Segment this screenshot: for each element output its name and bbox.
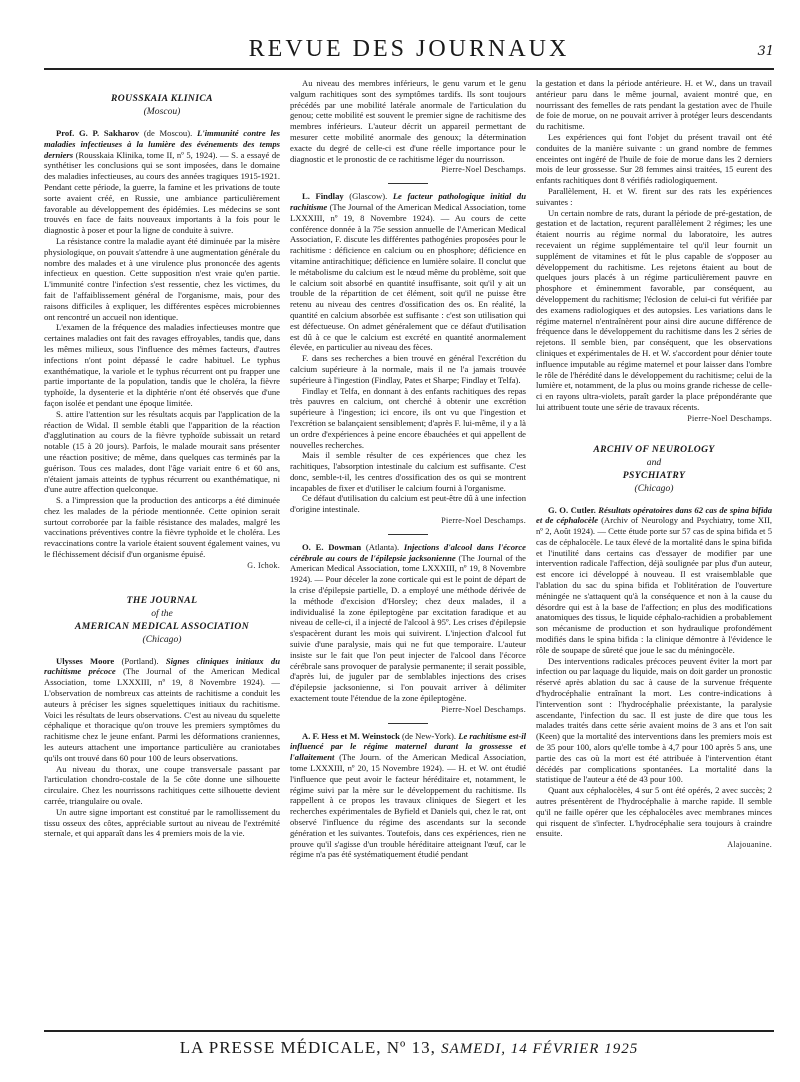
page-number: 31 (757, 44, 774, 59)
article-place: (Portland). (114, 655, 166, 666)
footer-date: SAMEDI, 14 FÉVRIER 1925 (441, 1041, 639, 1057)
article-author: A. F. Hess et M. Weinstock (302, 730, 400, 741)
article-sakharov (44, 128, 280, 236)
section-heading-rousskaia (44, 92, 280, 118)
article-body: (Rousskaia Klinika, tome II, nº 5, 1924). — S. a essayé de synthétiser les conclusions qui se sont imposées, dans le domaine des maladies infectieuses, au cours des années tragiques 1915-1921. Pendant cette période, la guerre, la famine et les privations de toute sorte avaient créé, en Russie, une ambiance particulièrement favorable au développement des épidémies. Les médecins se sont trouvés en face de faits nouveaux importants à la fois pour le diagnostic à poser et pour la ligne de conduite à suivre. (44, 149, 280, 236)
article-title: Le rachitisme est-il influencé par le régime maternel durant la grossesse et l'allaitement (290, 730, 526, 763)
journal-name-line1: ARCHIV OF NEUROLOGY (593, 443, 715, 455)
signature: Alajouanine. (727, 840, 772, 850)
article-hess-weinstock (290, 731, 526, 861)
divider (388, 183, 428, 184)
article-body: (The Journal of the American Medical Association, tome LXXXIII, nº 19, 8 Novembre 1924). — Au cours de cette conférence donnée à la 75e session annuelle de l'American Medical Association, F. discute les différentes pathogénies proposées pour le rachitisme : déficience en calcium ou en phosphore; déficience en vitamine antirachitique; déficience en lumière solaire. Il conclut que le métabolisme du calcium est le nœud même du problème, soit que le calcium soit absorbé en quantité insuffisante, soit qu'il y ait un trouble de la répartition de cet élément, soit qu'il ne puisse être retenu au niveau des centres d'ossification des os. En réalité, la quantité en calcium absorbée est suffisante : c'est son utilisation qui est défectueuse. On admet généralement que ce défaut d'utilisation est dû à ce que le calcium est excrété en quantité anormalement élevée, en particulier au niveau des fèces. (290, 201, 526, 353)
article-title: Le facteur pathologique initial du rachitisme (290, 191, 526, 212)
paragraph: Des interventions radicales précoces peuvent éviter la mort par infection ou par laquage du liquide, mais on doit garder un pronostic réservé après ablation du sac à cause de la survenue fréquente d'hydrocéphalie entraînant la mort. Les contre-indications à l'intervention sont : l'hydrocéphalie préexistante, la paralysie ascendante, l'infection du sac. Il est juste de dire que tous les malades traités dans cette série avaient moins de 3 ans et l'on sait (Keen) que la mortalité des interventions dans les premiers mois est de 35 pour 100, alors qu'elle tombe à 4,7 pour 100 après 5 ans, une partie des cas où la mort est été attribuée à l'intervention étant décédés par complications spontanées. La mortalité dans la statistique de l'auteur a été de 43 pour 100. (536, 655, 772, 785)
paragraph: Quant aux céphalocèles, 4 sur 5 ont été opérés, 2 avec succès; 2 autres présentèrent de l'hydrocéphalie à marche rapide. Il semble qu'il ne faille opérer que les céphalocèles avec membranes minces qui risquent de s'infecter. L'hydrocéphalie sera toujours à craindre ensuite. (536, 785, 772, 839)
journal-name: ROUSSKAIA KLINICA (111, 93, 213, 104)
page-header (44, 28, 774, 70)
paragraph: Parallèlement, H. et W. firent sur des rats les expériences suivantes : (536, 185, 772, 207)
article-cutler (536, 505, 772, 656)
column-right (536, 78, 772, 1023)
paragraph: Un certain nombre de rats, durant la période de pré-gestation, de gestation et de lactation, reçurent parallèlement 2 régimes; les une étaient nourris au régime normal du laboratoire, les autres recevaient un régime supplémentaire tel qu'il leur fournit un supplément de vitamines et fût le plus capable de s'opposer au développement du rachitisme. Les rejetons étaient au bout de quelques jours placés à un régime particulièrement pauvre en phosphore et éminemment favorable, par conséquent, au développement du rachitisme; l'éclosion de celui-ci fut vérifiée par des examens radiologiques et des autopsies. Les variations dans le régime maternel n'entraînèrent pour ainsi dire aucune différence de fréquence dans le développement du rachitisme dans les 2 séries de rejetons. Il semble bien, par conséquent, que les observations cliniques et expérimentales de H. et W. s'accordent pour dénier toute influence imputable au régime maternel et pour laisser dans l'ombre le rôle de l'hérédité dans le développement du rachitisme; celui de la lumière et, notamment, de la plus ou moins grande richesse de celle-ci en rayons ultra-violets, paraît garder la place prépondérante que lui attribuent toute une série de travaux récents. (536, 207, 772, 412)
paragraph: S. a l'impression que la production des anticorps a été diminuée chez les malades de la période mentionnée. Cette opinion serait surtout corroborée par la faible résistance des malades, malgré les vaccinations préventives contre la fièvre typhoïde et le choléra. Les revaccinations contre la variole étaient souvent également vaines, vu le fléchissement décisif d'un organisme épuisé. (44, 495, 280, 560)
journal-name-line2: of the (151, 607, 173, 619)
journal-city: (Chicago) (634, 482, 674, 494)
article-place: (de Moscou). (139, 128, 197, 138)
paragraph: Mais il semble résulter de ces expériences que chez les rachitiques, l'absorption intestinale du calcium est suffisante. C'est donc, semble-t-il, les centres d'ossification des os qui se montrent incapables de fixer et d'utiliser le calcium fourni à l'organisme. (290, 450, 526, 493)
article-place: (Atlanta). (361, 541, 404, 552)
signature: Pierre-Noel Deschamps. (441, 165, 526, 175)
article-dowman (290, 542, 526, 704)
article-author: G. O. Cutler. (548, 504, 596, 515)
footer-line (44, 1038, 774, 1058)
article-author: L. Findlay (302, 191, 344, 202)
paragraph: Findlay et Telfa, en donnant à des enfants rachitiques des repas très pauvres en calcium, ont cherché à obtenir une excrétion supérieure à l'ingestion; ici encore, ils ont vu que l'ingestion et l'excrétion se balançaient sensiblement; d'après F. lui-même, il y a là un ordre d'expériences à peine encore ébauchées et qui appellent de nouvelles recherches. (290, 385, 526, 450)
paragraph: S. attire l'attention sur les résultats acquis par l'application de la réaction de Widal. Il semble établi que l'apparition de la réaction d'agglutination au cours de la fièvre typhoïde subissait un retard notable (15 à 20 jours). Parfois, le malade mourait sans présenter une réaction positive; de même, dans quelques cas terminés par la guérison. Tous ces malades, dont l'âge variait entre 6 et 60 ans, n'étaient jamais atteints de typhus récurrent ou exanthématique, ni d'une autre affection quelconque. (44, 408, 280, 495)
journal-city: (Chicago) (142, 633, 182, 645)
paragraph: Les expériences qui font l'objet du présent travail ont été conduites de la manière suivante : un grand nombre de femmes enceintes ont ingéré de l'huile de foie de morue dans les 2 derniers mois de leur grossesse. Sur 28 femmes ainsi traitées, 15 eurent des enfants rachitiques dont 8 vérifiés radiologiquement. (536, 131, 772, 186)
article-moore (44, 656, 280, 764)
article-body: (The Journ. of the American Medical Association, tome LXXXIII, nº 20, 15 Novembre 1924). — H. et W. ont étudié l'influence que peut avoir le facteur héréditaire et, notamment, le régime suivi par la mère sur le développement du rachitisme. Ils rappellent à ce propos les travaux cliniques de Siegert et les recherches expérimentales de Byfield et Daniels qui, chez le rat, ont observé l'influence du régime des ascendants sur la seconde génération et les suivantes. Toutefois, dans ces expériences, rien ne prouve qu'il s'agisse d'un trouble héréditaire atteignant l'œuf, car le régime n'a pas été systématiquement étudié pendant (290, 752, 526, 860)
article-author: Prof. G. P. Sakharov (56, 128, 140, 138)
article-author: O. E. Dowman (302, 541, 362, 552)
column-middle (290, 78, 526, 1023)
paragraph-continued: la gestation et dans la période antérieure. H. et W., dans un travail antérieur paru dans le même journal, avaient montré que, en nourrissant des femelles de rats pendant la gestation avec de l'huile de foie de morue, on ne pouvait arriver à protéger leurs descendants du rachitisme. (536, 78, 772, 132)
signature: Pierre-Noel Deschamps. (687, 413, 772, 423)
article-body: (The Journal of the American Medical Association, tome LXXXIII, nº 19, 8 Novembre 1924). — Pour déceler la zone corticale qui est le point de départ de la crise d'épilepsie partielle, D. a employé une méthode dérivée de la méthode d'excision d'Horsley; chez deux malades, il a individualisé la zone épileptogène par excitation faradique et au niveau de celle-ci, il a injecté de l'alcool à 95º. Les crises d'épilepsie s'espacèrent durant les mois qui suivirent. L'injection d'alcool fut suivie d'une paralysie, mais qui ne fut que temporaire. L'auteur insiste sur le fait que l'on peut injecter de l'alcool dans l'écorce cérébrale sans provoquer de paralysie permanente; il serait possible, d'après lui, de juguler par de semblables injections des crises d'épilepsie jacksonienne, si l'on pouvait arriver à délimiter exactement toute l'étendue de la zone épileptogène. (290, 552, 526, 704)
paragraph: Ce défaut d'utilisation du calcium est peut-être dû à une infection d'origine intestinale. (290, 493, 526, 515)
paragraph: La résistance contre la maladie ayant été diminuée par la misère physiologique, on pouvait s'attendre à une augmentation générale du nombre des malades et à une virulence plus prononcée des agents infectieux en question. Cette supposition n'est vraie qu'en partie. L'immunité contre l'infection s'est ressentie, chez les victimes, du fait de l'affaiblissement général de l'organisme, mais, pour des raisons difficiles à expliquer, les différentes espèces microbiennes ont rencontré un accueil non identique. (44, 235, 280, 322)
signature: G. Ichok. (247, 560, 280, 570)
article-title: L'immunité contre les maladies infectieuses à la lumière des événements des temps derniers (44, 128, 280, 160)
article-place: (Glascow). (343, 191, 393, 202)
article-title: Injections d'alcool dans l'écorce cérébrale au cours de l'épilepsie jacksonienne (290, 541, 526, 563)
paragraph: Au niveau du thorax, une coupe transversale passant par l'articulation chondro-costale de la 5e côte donne une silhouette circulaire. Chez les nourrissons rachitiques cette silhouette devient carrée, triangulaire ou ovale. (44, 763, 280, 807)
signature: Pierre-Noel Deschamps. (441, 516, 526, 526)
article-author: Ulysses Moore (56, 655, 115, 666)
divider (388, 723, 428, 724)
paragraph: Un autre signe important est constitué par le ramollissement du tissu osseux des côtes, appréciable surtout au niveau de l'extrémité sternale, et qui apparaît dans les 4 premiers mois de la vie. (44, 806, 280, 839)
article-findlay (290, 191, 526, 353)
article-title: Résultats opératoires dans 62 cas de spina bifida et de céphalocèle (536, 504, 772, 526)
article-place: (de New-York). (399, 730, 459, 741)
article-title: Signes cliniques initiaux du rachitisme précoce (44, 655, 280, 677)
column-left (44, 78, 280, 1023)
article-body: (The Journal of the American Medical Association, tome LXXXIII, nº 19, 8 Novembre 1924). — L'observation de nombreux cas atteints de rachitisme a conduit les auteurs à préciser les signes squelettiques initiaux du rachitisme. Voici les résultats de leurs observations. C'est au niveau du squelette céphalique et thoracique qu'on trouve les premiers symptômes du rachitisme chez le jeune enfant. Parmi les déformations craniennes, les auteurs attachent une importance particulière au craniotabes qu'ils ont trouvé dans 60 pour 100 de leurs observations. (44, 666, 280, 763)
paragraph: F. dans ses recherches a bien trouvé en général l'excrétion du calcium supérieure à la normale, mais il ne l'a jamais trouvée supérieure à l'ingestion (Findlay, Pates et Sharpe; Findlay et Telfa). (290, 353, 526, 385)
divider (388, 534, 428, 535)
footer-journal: LA PRESSE MÉDICALE, Nº 13, (179, 1038, 436, 1057)
page-footer (44, 1030, 774, 1058)
journal-city: (Moscou) (143, 106, 181, 117)
paragraph: L'examen de la fréquence des maladies infectieuses montre que certaines maladies ont fait des ravages effroyables, tandis que, dans les mêmes milieux, sous l'influence des mêmes facteurs, d'autres infections n'ont point dépassé le cadre habituel. Le typhus exanthématique, la variole et le typhus récurrent ont pu frapper une partie importante de la population, tandis que le choléra, la fièvre typhoïde, la dysenterie et la diphtérie n'ont été observés que d'une façon isolée et pendant une époque limitée. (44, 322, 280, 408)
signature: Pierre-Noel Deschamps. (441, 704, 526, 714)
journal-name-line3: PSYCHIATRY (622, 469, 686, 481)
article-body: (Archiv of Neurology and Psychiatry, tome XII, nº 2, Août 1924). — Cette étude porte sur 57 cas de spina bifida et 5 cas de céphalocèle. Le taux élevé de la mortalité dans le spina bifida et l'inutilité dans certains cas d'essayer de modifier par une intervention radicale l'affection, déjà soulignée par plus d'un auteur, est encore ici développé à nouveau. Il est vraisemblable que l'ablation du sac du spina bifida et l'oblitération de l'ouverture méningée ne s'attaquent qu'à la conséquence et non à la cause du désordre qui est à la base de l'affection; en plus des modifications anatomiques des tissus, le liquide céphalo-rachidien a probablement son mécanisme de production et son hydraulique profondément modifiés dans le spina bifida : la clinique démontre à l'évidence le rôle de soupape de sûreté que joue le sac du méningocèle. (536, 515, 772, 655)
journal-name-line2: and (646, 456, 662, 468)
journal-name-line1: THE JOURNAL (126, 594, 198, 606)
running-title: REVUE DES JOURNAUX (248, 36, 570, 62)
journal-name-line3: AMERICAN MEDICAL ASSOCIATION (74, 620, 250, 632)
section-heading-jama (44, 594, 280, 646)
section-heading-archiv (536, 443, 772, 495)
paragraph: Au niveau des membres inférieurs, le genu varum et le genu valgum rachitiques sont des symptômes tardifs. Ils sont toujours précédés par une mobilité latérale anormale de l'articulation du genou; cette mobilité est souvent le premier signe de rachitisme des membres inférieurs. L'auteur décrit un appareil permettant de mesurer cette mobilité anormale des genoux; la détermination exacte du degré de celle-ci est d'une réelle importance pour le diagnostic et le pronostic de ce rachitisme léger du nourrisson. (290, 78, 526, 164)
